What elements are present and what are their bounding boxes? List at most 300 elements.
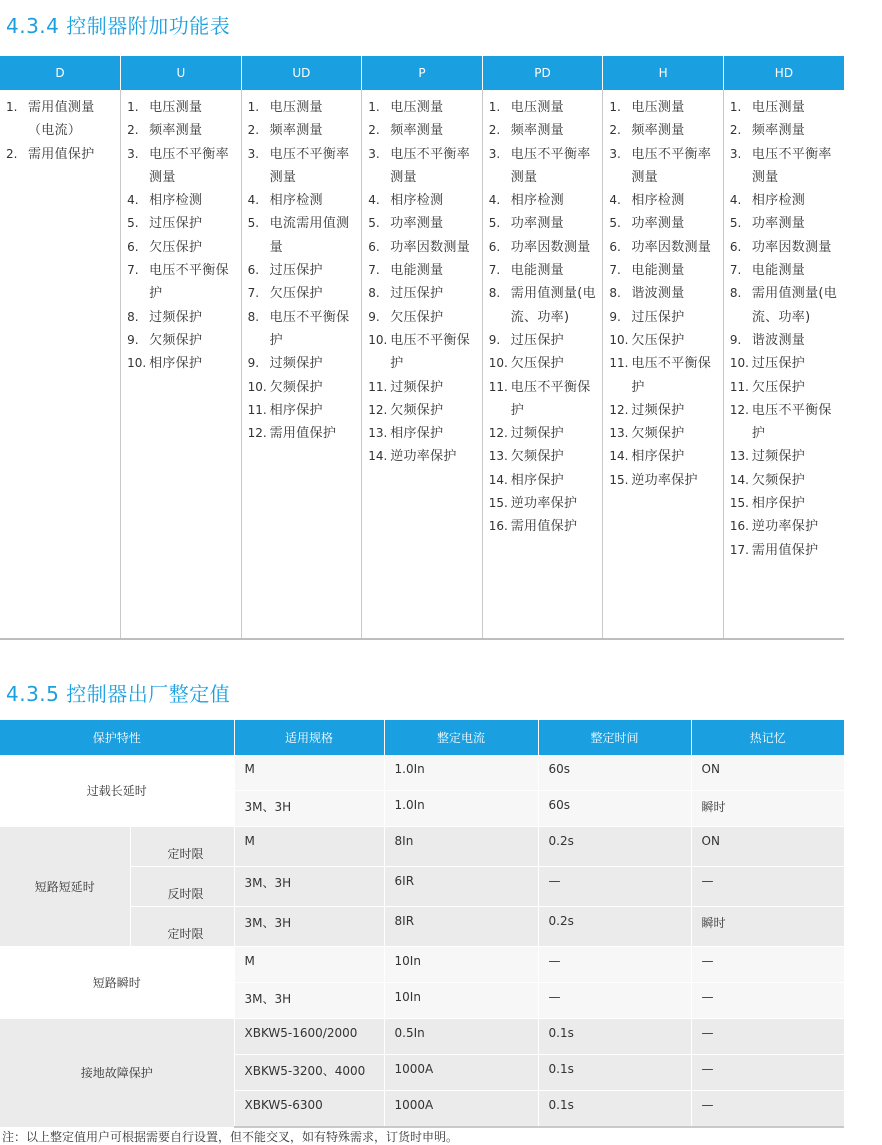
list-item	[609, 96, 723, 119]
section-title-settings: 4.3.5 控制器出厂整定值	[6, 682, 231, 706]
list-item	[489, 376, 603, 423]
item-text: 电压不平衡率测量	[631, 146, 712, 185]
list-item	[248, 119, 362, 142]
item-text: 欠频保护	[631, 426, 685, 442]
item-text: 过频保护	[269, 356, 323, 372]
item-number: 10.	[127, 356, 147, 371]
function-column	[121, 90, 242, 639]
list-item	[489, 212, 603, 235]
item-text: 电压不平衡保护	[631, 356, 712, 395]
time-cell: 0.1s	[538, 1055, 691, 1091]
item-text: 过频保护	[751, 449, 806, 465]
memory-cell: —	[691, 983, 844, 1019]
item-number: 9.	[368, 309, 380, 324]
spec-cell: XBKW5-1600/2000	[234, 1019, 384, 1055]
item-text: 谐波测量	[631, 286, 685, 302]
item-text: 逆功率保护	[510, 496, 578, 512]
item-number: 13.	[729, 449, 749, 464]
spec-cell: M	[234, 947, 384, 983]
settings-table	[0, 720, 844, 1128]
list-item	[489, 189, 603, 212]
item-text: 电压测量	[149, 100, 203, 115]
function-column	[362, 90, 483, 639]
time-cell: 0.1s	[538, 1019, 691, 1055]
item-number: 8.	[127, 309, 139, 324]
list-item	[489, 492, 603, 515]
item-text: 电压不平衡保护	[751, 402, 832, 442]
item-number: 2.	[609, 123, 621, 138]
item-text: 频率测量	[149, 123, 203, 139]
item-number: 12.	[488, 426, 508, 441]
list-item	[368, 282, 482, 305]
item-number: 6.	[488, 239, 501, 254]
item-text: 功率因数测量	[390, 239, 470, 255]
list-item	[489, 143, 603, 190]
item-text: 过频保护	[631, 402, 685, 418]
item-text: 相序保护	[149, 356, 203, 372]
current-cell: 1000A	[384, 1055, 538, 1091]
col-header: U	[121, 56, 242, 90]
item-number: 7.	[729, 263, 742, 278]
item-number: 1.	[127, 100, 139, 114]
item-text: 相序保护	[510, 472, 564, 488]
list-item	[248, 306, 362, 353]
list-item	[609, 282, 723, 305]
item-text: 过压保护	[390, 286, 444, 302]
item-text: 相序保护	[390, 426, 444, 442]
item-text: 相序检测	[269, 193, 323, 209]
item-text: 相序保护	[751, 496, 806, 512]
table-row	[0, 947, 844, 983]
item-text: 电压不平衡率测量	[510, 146, 591, 185]
memory-cell: ON	[691, 827, 844, 867]
item-text: 功率测量	[510, 216, 564, 232]
spec-cell: XBKW5-6300	[234, 1091, 384, 1128]
item-text: 电压不平衡率测量	[269, 146, 350, 185]
function-column	[241, 90, 362, 639]
item-number: 3.	[729, 146, 742, 161]
item-text: 电能测量	[510, 263, 564, 279]
item-number: 11.	[729, 379, 749, 394]
list-item	[248, 259, 362, 282]
item-number: 14.	[368, 449, 388, 464]
list-item	[609, 143, 723, 190]
item-text: 逆功率保护	[631, 472, 698, 488]
item-number: 8.	[247, 309, 260, 324]
item-text: 欠频保护	[390, 402, 444, 418]
time-cell: 60s	[538, 791, 691, 827]
item-number: 2.	[127, 123, 139, 138]
item-text: 电能测量	[390, 263, 444, 279]
col-header: 保护特性	[0, 720, 234, 755]
list-item	[609, 399, 723, 422]
item-number: 1.	[609, 100, 621, 114]
item-text: 过压保护	[269, 263, 323, 279]
item-number: 11.	[247, 402, 267, 417]
time-cell: —	[538, 983, 691, 1019]
item-number: 7.	[368, 263, 380, 278]
item-number: 1.	[368, 100, 380, 114]
item-number: 4.	[609, 193, 621, 208]
list-item	[368, 96, 482, 119]
item-number: 12.	[247, 426, 267, 441]
list-item	[368, 212, 482, 235]
item-number: 8.	[609, 286, 621, 301]
list-item	[248, 352, 362, 375]
item-number: 11.	[488, 379, 508, 394]
item-text: 欠压保护	[631, 332, 685, 348]
item-text: 功率因数测量	[510, 239, 591, 255]
current-cell: 1000A	[384, 1091, 538, 1128]
list-item	[368, 329, 482, 376]
list-item	[730, 119, 844, 142]
list-item	[730, 282, 844, 329]
item-number: 10.	[729, 356, 749, 371]
list-item	[609, 236, 723, 259]
item-text: 频率测量	[631, 123, 685, 139]
item-text: 过压保护	[510, 332, 564, 348]
list-item	[730, 259, 844, 282]
list-item	[6, 143, 120, 166]
col-header: PD	[482, 56, 603, 90]
item-text: 需用值保护	[269, 426, 337, 442]
item-number: 5.	[368, 216, 380, 231]
list-item	[368, 143, 482, 190]
item-number: 3.	[368, 146, 380, 161]
item-number: 15.	[729, 496, 749, 511]
item-text: 频率测量	[510, 123, 564, 139]
list-item	[248, 212, 362, 259]
list-item	[489, 445, 603, 468]
list-item	[489, 469, 603, 492]
memory-cell: —	[691, 947, 844, 983]
list-item	[489, 329, 603, 352]
item-number: 4.	[488, 193, 501, 208]
list-item	[127, 119, 241, 142]
list-item	[609, 259, 723, 282]
list-item	[489, 236, 603, 259]
item-text: 谐波测量	[751, 332, 806, 348]
sub-label: 定时限	[130, 827, 234, 867]
table-row	[0, 827, 844, 867]
memory-cell: —	[691, 1019, 844, 1055]
item-number: 5.	[609, 216, 621, 231]
list-item	[248, 376, 362, 399]
table-row	[0, 1019, 844, 1055]
item-text: 欠频保护	[510, 449, 564, 465]
current-cell: 6IR	[384, 867, 538, 907]
list-item	[730, 376, 844, 399]
list-item	[368, 189, 482, 212]
item-text: 电压测量	[751, 100, 806, 115]
item-number: 11.	[368, 379, 388, 394]
col-header: P	[362, 56, 483, 90]
item-text: 相序检测	[149, 193, 203, 209]
list-item	[730, 399, 844, 446]
time-cell: 0.1s	[538, 1091, 691, 1128]
list-item	[489, 422, 603, 445]
list-item	[368, 445, 482, 468]
time-cell: 60s	[538, 755, 691, 791]
group-label: 短路短延时	[0, 827, 130, 947]
item-text: 电能测量	[631, 263, 685, 279]
item-text: 需用值保护	[28, 146, 95, 162]
list-item	[248, 96, 362, 119]
item-number: 13.	[609, 426, 629, 441]
list-item	[609, 445, 723, 468]
spec-cell: M	[234, 755, 384, 791]
item-number: 4.	[729, 193, 742, 208]
list-item	[127, 96, 241, 119]
list-item	[248, 422, 362, 445]
item-text: 频率测量	[269, 123, 323, 139]
item-number: 9.	[609, 309, 621, 324]
item-text: 过频保护	[149, 309, 203, 325]
item-text: 过频保护	[510, 426, 564, 442]
list-item	[609, 329, 723, 352]
spec-cell: XBKW5-3200、4000	[234, 1055, 384, 1091]
item-text: 相序保护	[269, 402, 323, 418]
list-item	[730, 329, 844, 352]
function-list	[609, 96, 723, 492]
time-cell: 0.2s	[538, 827, 691, 867]
item-number: 5.	[729, 216, 742, 231]
function-column	[0, 90, 121, 639]
col-header: H	[603, 56, 724, 90]
item-number: 6.	[609, 239, 621, 254]
current-cell: 10In	[384, 983, 538, 1019]
col-header: 适用规格	[234, 720, 384, 755]
item-text: 欠频保护	[269, 379, 323, 395]
list-item	[609, 119, 723, 142]
list-item	[730, 96, 844, 119]
item-text: 相序检测	[510, 193, 564, 209]
memory-cell: —	[691, 1091, 844, 1128]
item-text: 过压保护	[751, 356, 806, 372]
list-item	[368, 422, 482, 445]
item-number: 6.	[368, 239, 380, 254]
item-number: 1.	[247, 100, 260, 114]
list-item	[609, 469, 723, 492]
list-item	[127, 259, 241, 306]
list-item	[127, 329, 241, 352]
item-number: 17.	[729, 542, 749, 557]
item-text: 功率测量	[631, 216, 685, 232]
list-item	[127, 352, 241, 375]
item-text: 电压不平衡保护	[390, 332, 470, 372]
list-item	[248, 399, 362, 422]
item-text: 相序检测	[631, 193, 685, 209]
item-number: 2.	[729, 123, 742, 138]
group-label: 短路瞬时	[0, 947, 234, 1019]
list-item	[609, 189, 723, 212]
current-cell: 1.0In	[384, 755, 538, 791]
list-item	[730, 189, 844, 212]
item-number: 10.	[609, 332, 629, 347]
item-number: 9.	[127, 332, 139, 347]
item-number: 13.	[368, 426, 388, 441]
item-number: 6.	[729, 239, 742, 254]
function-list	[730, 96, 844, 562]
item-text: 欠频保护	[149, 332, 203, 348]
list-item	[609, 306, 723, 329]
memory-cell: 瞬时	[691, 907, 844, 947]
item-text: 功率因数测量	[631, 239, 712, 255]
function-table	[0, 56, 844, 640]
list-item	[127, 143, 241, 190]
list-item	[730, 445, 844, 468]
item-text: 电压不平衡保护	[149, 263, 229, 302]
item-text: 电压测量	[390, 100, 444, 115]
item-number: 15.	[488, 496, 508, 511]
item-text: 欠压保护	[510, 356, 564, 372]
memory-cell: —	[691, 867, 844, 907]
item-number: 2.	[488, 123, 501, 138]
col-header: UD	[241, 56, 362, 90]
item-text: 需用值测量(电流、功率)	[510, 286, 596, 325]
col-header: 热记忆	[691, 720, 844, 755]
item-number: 14.	[609, 449, 629, 464]
col-header: 整定时间	[538, 720, 691, 755]
function-column	[603, 90, 724, 639]
item-text: 过压保护	[149, 216, 203, 232]
item-text: 欠压保护	[751, 379, 806, 395]
spec-cell: 3M、3H	[234, 907, 384, 947]
function-list	[248, 96, 362, 445]
item-number: 7.	[247, 286, 260, 301]
item-number: 1.	[729, 100, 742, 114]
list-item	[368, 236, 482, 259]
item-number: 12.	[609, 402, 629, 417]
section-title-functions: 4.3.4 控制器附加功能表	[6, 14, 231, 38]
item-text: 电压不平衡保护	[510, 379, 591, 418]
item-text: 欠频保护	[751, 472, 806, 488]
item-number: 2.	[368, 123, 380, 138]
time-cell: —	[538, 947, 691, 983]
item-number: 3.	[247, 146, 260, 161]
current-cell: 8In	[384, 827, 538, 867]
item-text: 逆功率保护	[751, 519, 819, 535]
item-text: 功率测量	[390, 216, 444, 232]
item-text: 电压测量	[631, 100, 685, 115]
spec-cell: 3M、3H	[234, 983, 384, 1019]
item-text: 电压测量	[510, 100, 564, 115]
list-item	[368, 376, 482, 399]
item-text: 电压不平衡率测量	[390, 146, 470, 185]
footnote: 注：以上整定值用户可根据需要自行设置，但不能交叉，如有特殊需求，订货时申明。	[2, 1130, 459, 1144]
item-text: 欠压保护	[390, 309, 444, 325]
list-item	[127, 306, 241, 329]
current-cell: 1.0In	[384, 791, 538, 827]
list-item	[489, 119, 603, 142]
item-text: 过压保护	[631, 309, 685, 325]
spec-cell: 3M、3H	[234, 867, 384, 907]
function-list	[368, 96, 482, 469]
item-number: 7.	[127, 263, 139, 278]
sub-label: 反时限	[130, 867, 234, 907]
item-number: 4.	[247, 193, 260, 208]
item-number: 4.	[368, 193, 380, 208]
function-list	[127, 96, 241, 376]
item-number: 8.	[368, 286, 380, 301]
list-item	[730, 352, 844, 375]
current-cell: 8IR	[384, 907, 538, 947]
item-number: 2.	[6, 146, 18, 161]
spec-cell: M	[234, 827, 384, 867]
item-text: 欠压保护	[149, 239, 203, 255]
item-text: 频率测量	[390, 123, 444, 139]
item-text: 频率测量	[751, 123, 806, 139]
col-header: 整定电流	[384, 720, 538, 755]
item-number: 4.	[127, 193, 139, 208]
item-text: 逆功率保护	[390, 449, 457, 465]
item-number: 6.	[247, 263, 260, 278]
table-row	[0, 755, 844, 791]
col-header: HD	[723, 56, 844, 90]
list-item	[6, 96, 120, 143]
list-item	[609, 422, 723, 445]
memory-cell: 瞬时	[691, 791, 844, 827]
list-item	[730, 515, 844, 538]
item-number: 15.	[609, 472, 629, 487]
list-item	[489, 515, 603, 538]
list-item	[248, 143, 362, 190]
item-number: 9.	[247, 356, 260, 371]
list-item	[127, 236, 241, 259]
list-item	[368, 119, 482, 142]
list-item	[489, 259, 603, 282]
item-number: 3.	[488, 146, 501, 161]
list-item	[730, 236, 844, 259]
col-header: D	[0, 56, 121, 90]
item-number: 10.	[247, 379, 267, 394]
list-item	[489, 96, 603, 119]
function-column	[723, 90, 844, 639]
function-list	[6, 96, 120, 166]
memory-cell: ON	[691, 755, 844, 791]
sub-label: 定时限	[130, 907, 234, 947]
item-number: 8.	[729, 286, 742, 301]
item-number: 7.	[488, 263, 501, 278]
item-text: 功率测量	[751, 216, 806, 232]
item-text: 相序保护	[631, 449, 685, 465]
list-item	[609, 352, 723, 399]
current-cell: 0.5In	[384, 1019, 538, 1055]
list-item	[730, 469, 844, 492]
current-cell: 10In	[384, 947, 538, 983]
item-text: 电压不平衡保护	[269, 309, 350, 348]
item-text: 电流需用值测量	[269, 216, 350, 255]
list-item	[248, 189, 362, 212]
list-item	[368, 306, 482, 329]
item-number: 14.	[729, 472, 749, 487]
item-text: 需用值保护	[510, 519, 578, 535]
list-item	[730, 212, 844, 235]
item-text: 需用值保护	[751, 542, 819, 558]
item-text: 欠压保护	[269, 286, 323, 302]
item-number: 3.	[609, 146, 621, 161]
item-text: 电能测量	[751, 263, 806, 279]
item-number: 8.	[488, 286, 501, 301]
item-number: 3.	[127, 146, 139, 161]
item-number: 12.	[368, 402, 388, 417]
item-text: 过频保护	[390, 379, 444, 395]
item-number: 9.	[488, 332, 501, 347]
item-number: 5.	[127, 216, 139, 231]
item-text: 需用值测量(电流、功率)	[751, 286, 838, 325]
list-item	[489, 352, 603, 375]
list-item	[730, 492, 844, 515]
